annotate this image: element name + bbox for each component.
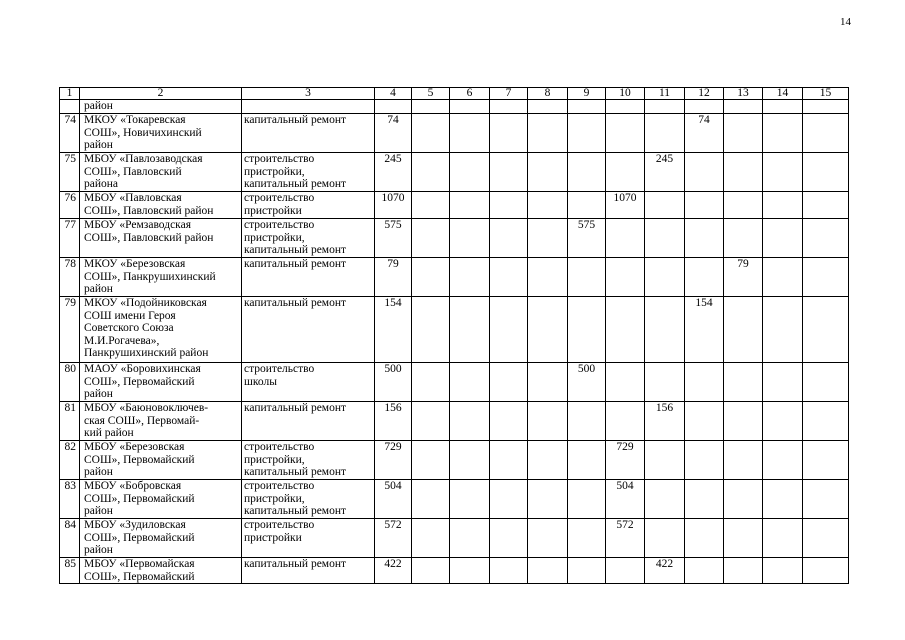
value-cell-col-6 bbox=[450, 402, 490, 441]
value-cell-col-6 bbox=[450, 114, 490, 153]
org-name-cell: МКОУ «Токаревская СОШ», Новичихинский район bbox=[80, 114, 242, 153]
column-header: 15 bbox=[803, 88, 849, 100]
row-number-cell: 82 bbox=[60, 441, 80, 480]
value-cell-col-7 bbox=[490, 441, 528, 480]
value-cell-col-11 bbox=[645, 441, 685, 480]
value-cell-col-15 bbox=[803, 153, 849, 192]
value-cell-col-8 bbox=[528, 258, 568, 297]
work-type-cell: строительство пристройки bbox=[242, 519, 375, 558]
value-cell-col-6 bbox=[450, 297, 490, 363]
column-header: 4 bbox=[375, 88, 412, 100]
value-cell-col-11 bbox=[645, 192, 685, 219]
value-cell-col-5 bbox=[412, 441, 450, 480]
value-cell-col-10: 1070 bbox=[606, 192, 645, 219]
value-cell-col-9 bbox=[568, 558, 606, 584]
value-cell-col-9 bbox=[568, 258, 606, 297]
value-cell-col-15 bbox=[803, 363, 849, 402]
value-cell-col-10: 729 bbox=[606, 441, 645, 480]
value-cell-col-13 bbox=[724, 441, 763, 480]
value-cell-col-12 bbox=[685, 219, 724, 258]
value-cell-col-8 bbox=[528, 519, 568, 558]
value-cell-col-5 bbox=[412, 192, 450, 219]
value-cell-col-10 bbox=[606, 153, 645, 192]
value-cell-col-8 bbox=[528, 153, 568, 192]
work-type-cell: строительство пристройки bbox=[242, 192, 375, 219]
value-cell-col-15 bbox=[803, 480, 849, 519]
value-cell-col-11: 245 bbox=[645, 153, 685, 192]
value-cell-col-9 bbox=[568, 297, 606, 363]
value-cell-col-13 bbox=[724, 114, 763, 153]
org-name-cell: МБОУ «Зудиловская СОШ», Первомайский район bbox=[80, 519, 242, 558]
table-row bbox=[60, 114, 849, 153]
value-cell-col-13 bbox=[724, 402, 763, 441]
row-number-cell: 78 bbox=[60, 258, 80, 297]
value-cell-col-15 bbox=[803, 519, 849, 558]
org-name-cell: МБОУ «Бобровская СОШ», Первомайский район bbox=[80, 480, 242, 519]
value-cell-col-15 bbox=[803, 192, 849, 219]
value-cell-col-11 bbox=[645, 363, 685, 402]
work-type-cell: строительство пристройки, капитальный ремонт bbox=[242, 441, 375, 480]
value-cell-col-6 bbox=[450, 219, 490, 258]
column-header: 9 bbox=[568, 88, 606, 100]
value-cell-col-8 bbox=[528, 441, 568, 480]
value-cell-col-14 bbox=[763, 219, 803, 258]
value-cell-col-7 bbox=[490, 480, 528, 519]
value-cell-col-13: 79 bbox=[724, 258, 763, 297]
value-cell-col-12: 154 bbox=[685, 297, 724, 363]
value-cell-col-8 bbox=[528, 558, 568, 584]
value-cell-col-6 bbox=[450, 258, 490, 297]
value-cell-col-10 bbox=[606, 402, 645, 441]
total-cell: 500 bbox=[375, 363, 412, 402]
value-cell-col-5 bbox=[412, 558, 450, 584]
total-cell: 79 bbox=[375, 258, 412, 297]
column-header: 2 bbox=[80, 88, 242, 100]
column-header: 12 bbox=[685, 88, 724, 100]
value-cell-col-12 bbox=[685, 402, 724, 441]
total-cell: 504 bbox=[375, 480, 412, 519]
value-cell-col-11 bbox=[645, 258, 685, 297]
value-cell-col-12: 74 bbox=[685, 114, 724, 153]
work-type-cell: строительство пристройки, капитальный ремонт bbox=[242, 153, 375, 192]
value-cell-col-11 bbox=[645, 114, 685, 153]
value-cell-col-11: 156 bbox=[645, 402, 685, 441]
value-cell-col-14 bbox=[763, 519, 803, 558]
value-cell-col-6 bbox=[450, 363, 490, 402]
table-row bbox=[60, 558, 849, 584]
row-number-cell: 74 bbox=[60, 114, 80, 153]
value-cell-col-11: 422 bbox=[645, 558, 685, 584]
value-cell-col-8 bbox=[528, 192, 568, 219]
work-type-cell: строительство школы bbox=[242, 363, 375, 402]
value-cell-col-10 bbox=[606, 297, 645, 363]
value-cell-col-12 bbox=[685, 363, 724, 402]
value-cell-col-6 bbox=[450, 441, 490, 480]
table-row bbox=[60, 219, 849, 258]
value-cell-col-11 bbox=[645, 480, 685, 519]
column-header: 1 bbox=[60, 88, 80, 100]
work-type-cell: капитальный ремонт bbox=[242, 402, 375, 441]
total-cell: 572 bbox=[375, 519, 412, 558]
value-cell-col-6 bbox=[450, 192, 490, 219]
value-cell-col-7 bbox=[490, 114, 528, 153]
value-cell-col-10 bbox=[606, 114, 645, 153]
row-number-cell: 85 bbox=[60, 558, 80, 584]
value-cell-col-7 bbox=[490, 402, 528, 441]
org-name-cell: МБОУ «Березовская СОШ», Первомайский район bbox=[80, 441, 242, 480]
value-cell-col-8 bbox=[528, 219, 568, 258]
value-cell-col-14 bbox=[763, 297, 803, 363]
value-cell-col-12 bbox=[685, 558, 724, 584]
column-header: 5 bbox=[412, 88, 450, 100]
value-cell-col-14 bbox=[763, 363, 803, 402]
org-name-cell: МБОУ «Первомайская СОШ», Первомайский bbox=[80, 558, 242, 584]
table-row bbox=[60, 192, 849, 219]
value-cell-col-6 bbox=[450, 558, 490, 584]
value-cell-col-5 bbox=[412, 519, 450, 558]
row-number-cell: 77 bbox=[60, 219, 80, 258]
table-row bbox=[60, 402, 849, 441]
value-cell-col-5 bbox=[412, 402, 450, 441]
value-cell-col-5 bbox=[412, 153, 450, 192]
work-type-cell: строительство пристройки, капитальный ремонт bbox=[242, 480, 375, 519]
value-cell-col-8 bbox=[528, 402, 568, 441]
value-cell-col-12 bbox=[685, 519, 724, 558]
column-header: 7 bbox=[490, 88, 528, 100]
work-type-cell: капитальный ремонт bbox=[242, 258, 375, 297]
capital-works-table bbox=[59, 87, 849, 584]
value-cell-col-6 bbox=[450, 519, 490, 558]
value-cell-col-15 bbox=[803, 297, 849, 363]
value-cell-col-11 bbox=[645, 297, 685, 363]
value-cell-col-15 bbox=[803, 114, 849, 153]
value-cell-col-7 bbox=[490, 297, 528, 363]
row-number-cell: 79 bbox=[60, 297, 80, 363]
value-cell-col-8 bbox=[528, 297, 568, 363]
table-row bbox=[60, 441, 849, 480]
value-cell-col-5 bbox=[412, 480, 450, 519]
work-type-cell: строительство пристройки, капитальный ремонт bbox=[242, 219, 375, 258]
value-cell-col-15 bbox=[803, 402, 849, 441]
value-cell-col-10 bbox=[606, 219, 645, 258]
value-cell-col-5 bbox=[412, 297, 450, 363]
value-cell-col-7 bbox=[490, 153, 528, 192]
column-header: 8 bbox=[528, 88, 568, 100]
value-cell-col-9 bbox=[568, 192, 606, 219]
value-cell-col-5 bbox=[412, 258, 450, 297]
org-name-cell: МКОУ «Подойниковская СОШ имени Героя Советского Союза М.И.Рогачева», Панкрушихинский район bbox=[80, 297, 242, 363]
row-number-cell: 76 bbox=[60, 192, 80, 219]
value-cell-col-8 bbox=[528, 363, 568, 402]
value-cell-col-13 bbox=[724, 297, 763, 363]
table-row bbox=[60, 258, 849, 297]
value-cell-col-8 bbox=[528, 114, 568, 153]
value-cell-col-11 bbox=[645, 519, 685, 558]
value-cell-col-10: 572 bbox=[606, 519, 645, 558]
column-header: 6 bbox=[450, 88, 490, 100]
value-cell-col-7 bbox=[490, 219, 528, 258]
value-cell-col-12 bbox=[685, 480, 724, 519]
org-name-cell: МБОУ «Баюновоключев- ская СОШ», Первомай- кий район bbox=[80, 402, 242, 441]
value-cell-col-7 bbox=[490, 519, 528, 558]
value-cell-col-14 bbox=[763, 258, 803, 297]
total-cell: 1070 bbox=[375, 192, 412, 219]
org-name-cell: МКОУ «Березовская СОШ», Панкрушихинский район bbox=[80, 258, 242, 297]
value-cell-col-7 bbox=[490, 363, 528, 402]
value-cell-col-10 bbox=[606, 258, 645, 297]
value-cell-col-14 bbox=[763, 402, 803, 441]
column-header: 10 bbox=[606, 88, 645, 100]
value-cell-col-9 bbox=[568, 114, 606, 153]
org-name-cell: МБОУ «Павлозаводская СОШ», Павловский района bbox=[80, 153, 242, 192]
total-cell: 575 bbox=[375, 219, 412, 258]
value-cell-col-12 bbox=[685, 192, 724, 219]
value-cell-col-13 bbox=[724, 153, 763, 192]
value-cell-col-14 bbox=[763, 480, 803, 519]
column-number-header bbox=[60, 88, 849, 100]
table-row bbox=[60, 363, 849, 402]
row-number-cell: 84 bbox=[60, 519, 80, 558]
value-cell-col-9 bbox=[568, 480, 606, 519]
table-row bbox=[60, 519, 849, 558]
value-cell-col-5 bbox=[412, 114, 450, 153]
table-row bbox=[60, 480, 849, 519]
value-cell-col-9 bbox=[568, 402, 606, 441]
value-cell-col-15 bbox=[803, 258, 849, 297]
row-number-cell: 75 bbox=[60, 153, 80, 192]
column-header: 3 bbox=[242, 88, 375, 100]
org-name-cell: МБОУ «Павловская СОШ», Павловский район bbox=[80, 192, 242, 219]
value-cell-col-14 bbox=[763, 441, 803, 480]
value-cell-col-7 bbox=[490, 558, 528, 584]
value-cell-col-6 bbox=[450, 480, 490, 519]
work-type-cell: капитальный ремонт bbox=[242, 297, 375, 363]
value-cell-col-14 bbox=[763, 114, 803, 153]
value-cell-col-9 bbox=[568, 153, 606, 192]
row-number-cell: 81 bbox=[60, 402, 80, 441]
value-cell-col-13 bbox=[724, 192, 763, 219]
value-cell-col-12 bbox=[685, 441, 724, 480]
org-name-cell: район bbox=[80, 100, 242, 114]
value-cell-col-9: 575 bbox=[568, 219, 606, 258]
page-number: 14 bbox=[840, 16, 851, 28]
value-cell-col-13 bbox=[724, 519, 763, 558]
total-cell: 729 bbox=[375, 441, 412, 480]
column-header: 14 bbox=[763, 88, 803, 100]
value-cell-col-7 bbox=[490, 192, 528, 219]
value-cell-col-9: 500 bbox=[568, 363, 606, 402]
value-cell-col-14 bbox=[763, 558, 803, 584]
value-cell-col-6 bbox=[450, 153, 490, 192]
value-cell-col-15 bbox=[803, 441, 849, 480]
total-cell: 245 bbox=[375, 153, 412, 192]
table-row bbox=[60, 153, 849, 192]
org-name-cell: МБОУ «Ремзаводская СОШ», Павловский район bbox=[80, 219, 242, 258]
value-cell-col-13 bbox=[724, 480, 763, 519]
value-cell-col-8 bbox=[528, 480, 568, 519]
value-cell-col-9 bbox=[568, 441, 606, 480]
table-row bbox=[60, 297, 849, 363]
value-cell-col-7 bbox=[490, 258, 528, 297]
value-cell-col-14 bbox=[763, 153, 803, 192]
value-cell-col-14 bbox=[763, 192, 803, 219]
value-cell-col-15 bbox=[803, 558, 849, 584]
total-cell: 154 bbox=[375, 297, 412, 363]
value-cell-col-12 bbox=[685, 153, 724, 192]
org-name-cell: МАОУ «Боровихинская СОШ», Первомайский район bbox=[80, 363, 242, 402]
table-row-continued bbox=[60, 100, 849, 114]
value-cell-col-12 bbox=[685, 258, 724, 297]
total-cell: 422 bbox=[375, 558, 412, 584]
value-cell-col-13 bbox=[724, 558, 763, 584]
work-type-cell: капитальный ремонт bbox=[242, 114, 375, 153]
value-cell-col-10 bbox=[606, 558, 645, 584]
total-cell: 156 bbox=[375, 402, 412, 441]
value-cell-col-13 bbox=[724, 363, 763, 402]
value-cell-col-9 bbox=[568, 519, 606, 558]
work-type-cell: капитальный ремонт bbox=[242, 558, 375, 584]
row-number-cell: 83 bbox=[60, 480, 80, 519]
total-cell: 74 bbox=[375, 114, 412, 153]
value-cell-col-5 bbox=[412, 363, 450, 402]
value-cell-col-15 bbox=[803, 219, 849, 258]
value-cell-col-10 bbox=[606, 363, 645, 402]
column-header: 11 bbox=[645, 88, 685, 100]
value-cell-col-11 bbox=[645, 219, 685, 258]
value-cell-col-5 bbox=[412, 219, 450, 258]
row-number-cell: 80 bbox=[60, 363, 80, 402]
value-cell-col-10: 504 bbox=[606, 480, 645, 519]
value-cell-col-13 bbox=[724, 219, 763, 258]
column-header: 13 bbox=[724, 88, 763, 100]
